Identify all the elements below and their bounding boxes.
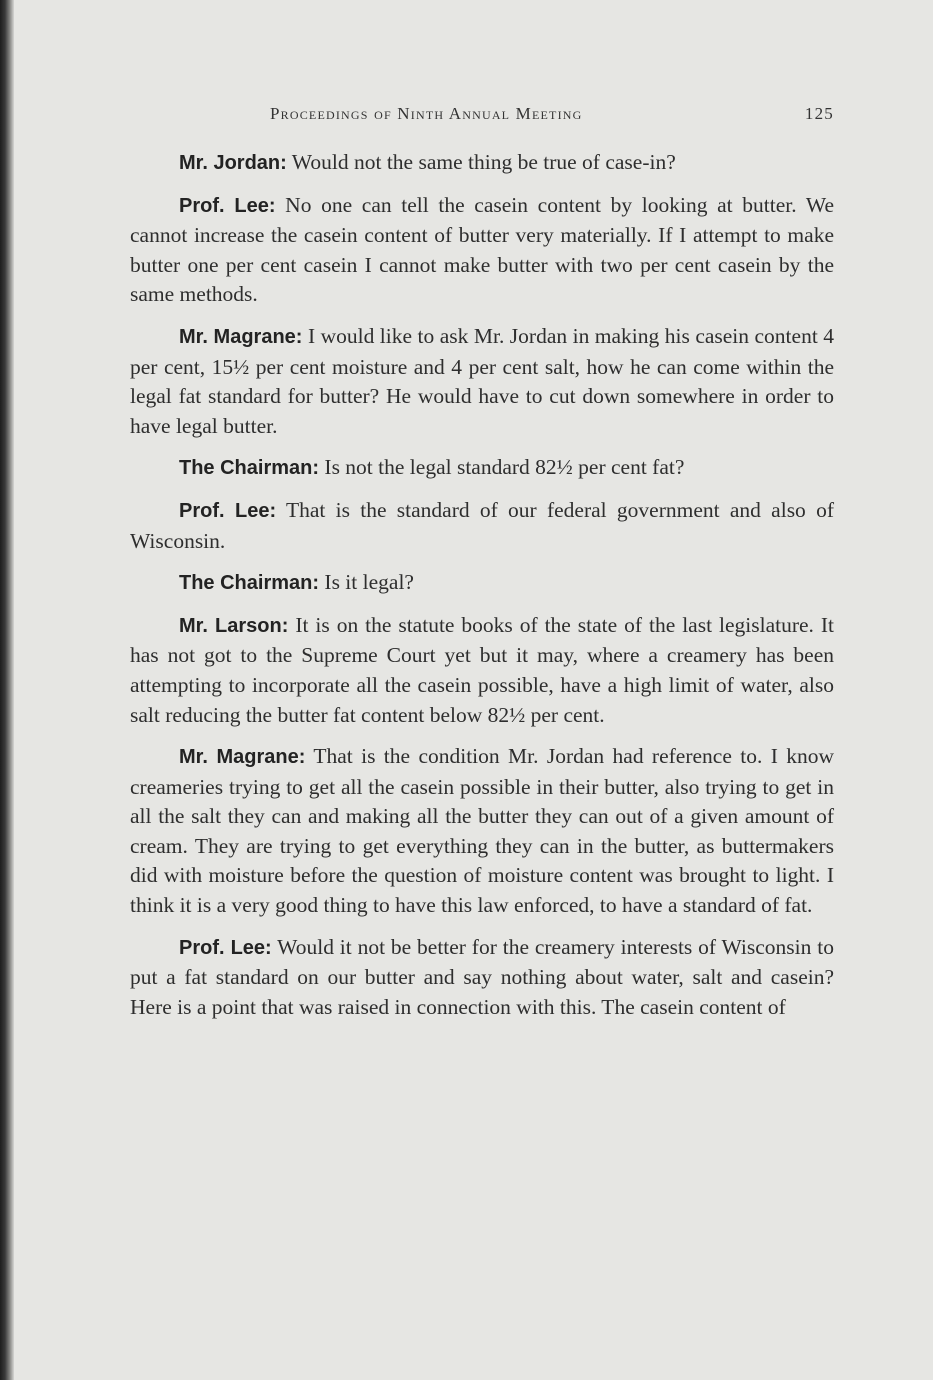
speaker-name: Mr. Jordan: <box>179 152 287 174</box>
speaker-name: Mr. Magrane: <box>179 325 303 348</box>
speech-text: That is the condition Mr. Jordan had reference to. I know creameries trying to get all the casein possible in their butter, also trying to get in all the salt they can and making all the butter they can out of a given amount of cream. They are trying to get everything they can in the butter, as buttermakers did with moisture before the question of moisture content was brought to light. I think it is a very good thing to have this law enforced, to have a standard of fat. <box>130 744 834 918</box>
speech-text: Would it not be better for the creamery interests of Wisconsin to put a fat standard on our butter and say nothing about water, salt and casein? Here is a point that was raised in connection with this. The casein content of <box>130 934 834 1019</box>
book-binding-edge <box>0 0 14 1380</box>
speaker-name: The Chairman: <box>179 572 320 595</box>
paragraph <box>130 933 834 1023</box>
running-title: Proceedings of Ninth Annual Meeting <box>270 104 583 123</box>
speech-text: Is not the legal standard 82½ per cent fat? <box>324 455 685 480</box>
speech-text: That is the standard of our federal government and also of Wisconsin. <box>130 497 834 553</box>
speaker-name: Mr. Larson: <box>179 614 289 637</box>
transcript-body <box>130 148 834 1034</box>
speech-text: I would like to ask Mr. Jordan in making his casein content 4 per cent, 15½ per cent moisture and 4 per cent salt, how he can come within the legal fat standard for butter? He would have to cut down somewhere in order to have legal butter. <box>130 323 835 438</box>
paragraph <box>130 611 834 730</box>
speaker-name: Prof. Lee: <box>179 194 276 217</box>
paragraph <box>130 322 834 441</box>
paragraph <box>130 742 834 921</box>
paragraph <box>130 453 834 484</box>
paragraph <box>130 148 834 179</box>
paragraph <box>130 568 834 599</box>
running-head <box>130 104 834 130</box>
speaker-name: The Chairman: <box>179 457 320 480</box>
speech-text: No one can tell the casein content by looking at butter. We cannot increase the casein content of butter very materially. If I attempt to make butter one per cent casein I cannot make butter with two per cent casein by the same methods. <box>130 192 834 307</box>
book-page <box>14 0 933 1380</box>
paragraph <box>130 191 834 310</box>
speaker-name: Prof. Lee: <box>179 499 277 522</box>
page-number: 125 <box>804 104 834 123</box>
paragraph <box>130 496 834 556</box>
speech-text: Is it legal? <box>324 570 414 595</box>
speech-text: Would not the same thing be true of case-in? <box>291 150 676 174</box>
speech-text: It is on the statute books of the state of the last legislature. It has not got to the Supreme Court yet but it may, where a creamery has been attempting to incorporate all the casein possible, have a high limit of water, also salt reducing the butter fat content below 82½ per cent. <box>130 612 835 727</box>
speaker-name: Mr. Magrane: <box>179 746 306 769</box>
speaker-name: Prof. Lee: <box>179 936 272 959</box>
